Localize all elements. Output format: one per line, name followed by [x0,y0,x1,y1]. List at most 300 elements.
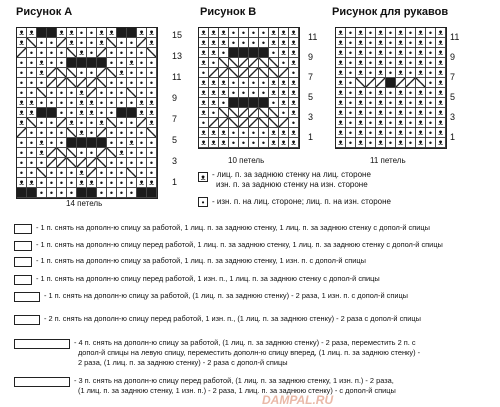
cable-cell [249,108,259,118]
cable-cell [67,148,77,158]
purl-cell [239,38,249,48]
row-number: 3 [172,156,178,166]
twisted-knit-cell [67,38,77,48]
purl-cell [107,58,117,68]
cable-cell [37,88,47,98]
purl-cell [219,48,229,58]
twisted-knit-cell [396,98,406,108]
cable-cell [127,108,137,118]
twisted-knit-symbol-icon: ᴥ [198,172,208,182]
cable-legend-text: 2 раза, (1 лиц. п. за заднюю стенку) - 2 раза с допол-й спицы [78,358,288,367]
cable-cell [37,28,47,38]
purl-cell [47,168,57,178]
cable-cell [259,108,269,118]
twisted-knit-cell [199,58,209,68]
twisted-knit-cell [356,68,366,78]
cable-cell [77,58,87,68]
cable-cell [97,78,107,88]
twisted-knit-cell [289,138,299,148]
purl-cell [67,88,77,98]
purl-cell [239,78,249,88]
cable-legend-text: - 1 п. снять на дополн-ю спицу перед работой, 1 лиц. п. за заднюю стенку, 1 лиц. п. за заднюю стенку с допол-й спицы [36,240,443,249]
purl-cell [259,138,269,148]
twisted-knit-cell [27,108,37,118]
twisted-knit-cell [436,128,446,138]
cable-cell [239,108,249,118]
purl-cell [199,118,209,128]
row-number: 15 [172,30,183,40]
twisted-knit-cell [396,138,406,148]
cable-cell [17,48,27,58]
cable-cell [57,148,67,158]
twisted-knit-cell [17,98,27,108]
purl-cell [366,88,376,98]
purl-cell [386,98,396,108]
purl-cell [37,118,47,128]
purl-cell [47,128,57,138]
purl-cell [239,128,249,138]
purl-cell [406,108,416,118]
purl-cell [87,128,97,138]
purl-cell [366,128,376,138]
purl-cell [47,38,57,48]
purl-cell [249,128,259,138]
purl-cell [67,98,77,108]
purl-cell [137,128,147,138]
purl-cell [426,58,436,68]
cable-cell [67,58,77,68]
cable-cell [269,68,279,78]
purl-cell [137,158,147,168]
twisted-knit-cell [436,38,446,48]
twisted-knit-cell [279,38,289,48]
purl-cell [346,128,356,138]
purl-cell [406,58,416,68]
twisted-knit-cell [117,68,127,78]
cable-cell [127,88,137,98]
purl-cell [27,88,37,98]
twisted-knit-cell [77,88,87,98]
purl-cell [147,168,157,178]
twisted-knit-cell [269,28,279,38]
twisted-knit-cell [269,138,279,148]
cable-cell [229,58,239,68]
cable-cell [366,78,376,88]
twisted-knit-cell [289,128,299,138]
purl-cell [117,168,127,178]
cable-legend-text: - 1 п. снять на дополн-ю спицу за работой, (1 лиц. п. за заднюю стенку) - 2 раза, 1 изн. п. с допол-й спицы [44,291,408,300]
chart-b-caption: 10 петель [228,156,265,165]
twisted-knit-cell [336,68,346,78]
twisted-knit-cell [77,108,87,118]
purl-cell [117,58,127,68]
purl-cell [249,78,259,88]
purl-cell [67,178,77,188]
twisted-knit-cell [199,88,209,98]
cable-cell [137,118,147,128]
twisted-knit-cell [376,98,386,108]
twisted-knit-cell [279,138,289,148]
purl-cell [346,88,356,98]
purl-cell [426,68,436,78]
twisted-knit-cell [416,128,426,138]
purl-cell [366,138,376,148]
twisted-knit-cell [77,178,87,188]
twisted-knit-cell [289,98,299,108]
purl-cell [87,28,97,38]
cable-cell [47,108,57,118]
purl-cell [77,68,87,78]
twisted-knit-cell [219,138,229,148]
row-number: 9 [308,52,314,62]
cable-cell [386,78,396,88]
twisted-knit-cell [289,48,299,58]
twisted-knit-cell [279,128,289,138]
twisted-knit-cell [279,88,289,98]
purl-symbol-icon: • [198,197,208,207]
row-number: 1 [308,132,314,142]
cable-cell [97,158,107,168]
purl-cell [137,58,147,68]
twisted-knit-cell [199,38,209,48]
twisted-knit-cell [396,28,406,38]
purl-cell [117,128,127,138]
twisted-knit-cell [77,98,87,108]
purl-cell [107,188,117,198]
purl-cell [107,178,117,188]
purl-cell [366,48,376,58]
purl-cell [209,108,219,118]
purl-cell [386,58,396,68]
twisted-knit-cell [436,68,446,78]
twisted-knit-cell [147,118,157,128]
row-number: 3 [308,112,314,122]
purl-cell [67,108,77,118]
cable-cell [97,128,107,138]
twisted-knit-cell [117,148,127,158]
cable-cell [47,158,57,168]
purl-cell [17,58,27,68]
row-number: 7 [172,114,178,124]
twisted-knit-cell [336,118,346,128]
cable-cell [229,98,239,108]
twisted-knit-cell [376,108,386,118]
purl-cell [279,108,289,118]
purl-cell [27,78,37,88]
purl-cell [127,128,137,138]
twisted-knit-cell [436,58,446,68]
cable-cell [27,188,37,198]
twisted-knit-cell [336,28,346,38]
purl-cell [27,158,37,168]
cable-cell [47,148,57,158]
cable-cell [47,68,57,78]
row-number: 13 [172,51,183,61]
purl-cell [127,38,137,48]
purl-cell [37,78,47,88]
cable-cell [249,48,259,58]
twisted-knit-cell [436,98,446,108]
twisted-knit-cell [37,148,47,158]
twisted-knit-cell [17,178,27,188]
purl-cell [426,48,436,58]
row-number: 1 [172,177,178,187]
purl-cell [249,38,259,48]
chart-a-caption: 14 петель [66,199,103,208]
purl-cell [239,138,249,148]
twisted-knit-cell [436,88,446,98]
twisted-knit-cell [336,138,346,148]
purl-cell [37,98,47,108]
twisted-knit-cell [137,98,147,108]
purl-cell [77,118,87,128]
purl-cell [147,158,157,168]
cable-cell [259,98,269,108]
cable-cell [279,68,289,78]
purl-cell [249,138,259,148]
twisted-knit-cell [356,58,366,68]
twisted-knit-cell [67,118,77,128]
cable-cell [67,68,77,78]
cable-cell [47,28,57,38]
cable-cell [87,188,97,198]
purl-cell [47,48,57,58]
purl-cell [57,128,67,138]
purl-cell [386,28,396,38]
twisted-knit-cell [376,68,386,78]
purl-cell [406,28,416,38]
cable-cell [97,58,107,68]
purl-cell [346,78,356,88]
purl-cell [57,88,67,98]
cable-cell [27,38,37,48]
purl-cell [366,38,376,48]
twisted-knit-cell [436,138,446,148]
cable-cell [77,138,87,148]
purl-cell [47,98,57,108]
purl-cell [426,138,436,148]
purl-cell [27,138,37,148]
twisted-knit-cell [436,28,446,38]
purl-cell [47,118,57,128]
purl-cell [229,138,239,148]
purl-cell [57,48,67,58]
twisted-knit-cell [147,178,157,188]
twisted-knit-cell [77,168,87,178]
twisted-knit-cell [356,98,366,108]
twisted-knit-cell [67,28,77,38]
twisted-knit-cell [209,28,219,38]
purl-cell [426,128,436,138]
purl-cell [147,138,157,148]
purl-cell [406,48,416,58]
cable-cell [259,48,269,58]
chart-a-grid [16,27,158,199]
purl-cell [107,128,117,138]
twisted-knit-cell [199,108,209,118]
twisted-knit-cell [436,108,446,118]
purl-cell [127,68,137,78]
twisted-knit-cell [209,98,219,108]
twisted-knit-cell [336,128,346,138]
twisted-knit-cell [289,78,299,88]
cable-cell [117,108,127,118]
cable-cell [249,98,259,108]
purl-cell [386,128,396,138]
cable-cell [87,88,97,98]
purl-cell [27,68,37,78]
cable-cell [87,78,97,88]
purl-cell [137,68,147,78]
cable-symbol-icon [14,377,70,387]
twisted-knit-cell [27,28,37,38]
cable-cell [249,118,259,128]
row-number: 9 [450,52,456,62]
purl-cell [17,138,27,148]
twisted-knit-cell [356,128,366,138]
purl-cell [426,118,436,128]
twisted-knit-cell [219,28,229,38]
cable-cell [406,78,416,88]
twisted-knit-cell [416,118,426,128]
purl-cell [47,58,57,68]
purl-cell [17,168,27,178]
cable-cell [97,138,107,148]
twisted-knit-cell [396,38,406,48]
twisted-knit-cell [209,138,219,148]
twisted-knit-legend-line1: - лиц. п. за заднюю стенку на лиц. стороне [212,170,371,179]
purl-cell [57,98,67,108]
twisted-knit-cell [137,108,147,118]
cable-cell [259,68,269,78]
row-number: 5 [308,92,314,102]
cable-symbol-icon [14,257,32,267]
cable-cell [249,58,259,68]
cable-cell [127,28,137,38]
purl-cell [366,98,376,108]
purl-cell [17,148,27,158]
purl-cell [37,188,47,198]
cable-symbol-icon [14,241,32,251]
cable-legend-text: - 3 п. снять на дополн-ю спицу перед работой, (1 лиц. п. за заднюю стенку, 1 изн. п.) - 2 раза, [74,376,394,385]
cable-cell [57,38,67,48]
cable-cell [57,68,67,78]
purl-cell [147,68,157,78]
purl-cell [37,48,47,58]
purl-cell [107,138,117,148]
twisted-knit-cell [336,98,346,108]
purl-cell [137,168,147,178]
twisted-knit-cell [396,128,406,138]
cable-cell [269,108,279,118]
twisted-knit-cell [376,48,386,58]
purl-cell [107,108,117,118]
twisted-knit-cell [376,138,386,148]
twisted-knit-cell [17,28,27,38]
twisted-knit-cell [199,78,209,88]
cable-cell [147,128,157,138]
cable-cell [57,78,67,88]
purl-cell [127,158,137,168]
cable-symbol-icon [14,275,32,285]
row-number: 11 [172,72,182,82]
cable-cell [219,58,229,68]
twisted-knit-cell [416,88,426,98]
purl-cell [77,148,87,158]
cable-legend-text: - 2 п. снять на дополн-ю спицу перед работой, 1 изн. п., (1 лиц. п. за заднюю стенку) - 2 раза с допол-й спицы [44,314,421,323]
purl-cell [77,28,87,38]
purl-cell [386,138,396,148]
row-number: 11 [450,32,460,42]
twisted-knit-cell [279,98,289,108]
twisted-knit-cell [356,138,366,148]
purl-cell [366,108,376,118]
twisted-knit-cell [376,118,386,128]
twisted-knit-cell [376,28,386,38]
purl-cell [57,178,67,188]
cable-cell [67,158,77,168]
purl-cell [117,178,127,188]
purl-cell [259,88,269,98]
twisted-knit-cell [356,38,366,48]
purl-cell [147,78,157,88]
purl-cell [77,38,87,48]
cable-legend-text: - 1 п. снять на дополн-ю спицу перед работой, 1 изн. п., 1 лиц. п. за заднюю стенку с допол-й спицы [36,274,380,283]
cable-cell [396,78,406,88]
twisted-knit-cell [269,88,279,98]
purl-cell [406,118,416,128]
cable-cell [27,118,37,128]
cable-cell [137,188,147,198]
twisted-knit-cell [199,28,209,38]
cable-cell [229,118,239,128]
purl-cell [366,68,376,78]
purl-cell [127,98,137,108]
twisted-knit-cell [27,178,37,188]
purl-cell [87,118,97,128]
twisted-knit-cell [199,138,209,148]
twisted-knit-cell [199,48,209,58]
twisted-knit-cell [396,58,406,68]
twisted-knit-cell [416,108,426,118]
purl-cell [117,48,127,58]
purl-cell [127,178,137,188]
twisted-knit-cell [376,38,386,48]
twisted-knit-cell [107,28,117,38]
twisted-knit-cell [436,78,446,88]
twisted-knit-cell [37,58,47,68]
cable-cell [87,168,97,178]
twisted-knit-cell [289,58,299,68]
purl-cell [97,88,107,98]
twisted-knit-cell [209,78,219,88]
cable-cell [67,48,77,58]
twisted-knit-cell [336,48,346,58]
purl-cell [67,168,77,178]
twisted-knit-cell [289,108,299,118]
purl-cell [17,158,27,168]
purl-cell [137,78,147,88]
cable-symbol-icon [14,292,40,302]
purl-cell [67,188,77,198]
twisted-knit-cell [416,138,426,148]
purl-cell [107,168,117,178]
purl-cell [27,48,37,58]
row-number: 11 [308,32,318,42]
cable-cell [107,68,117,78]
purl-cell [37,128,47,138]
twisted-knit-cell [336,108,346,118]
